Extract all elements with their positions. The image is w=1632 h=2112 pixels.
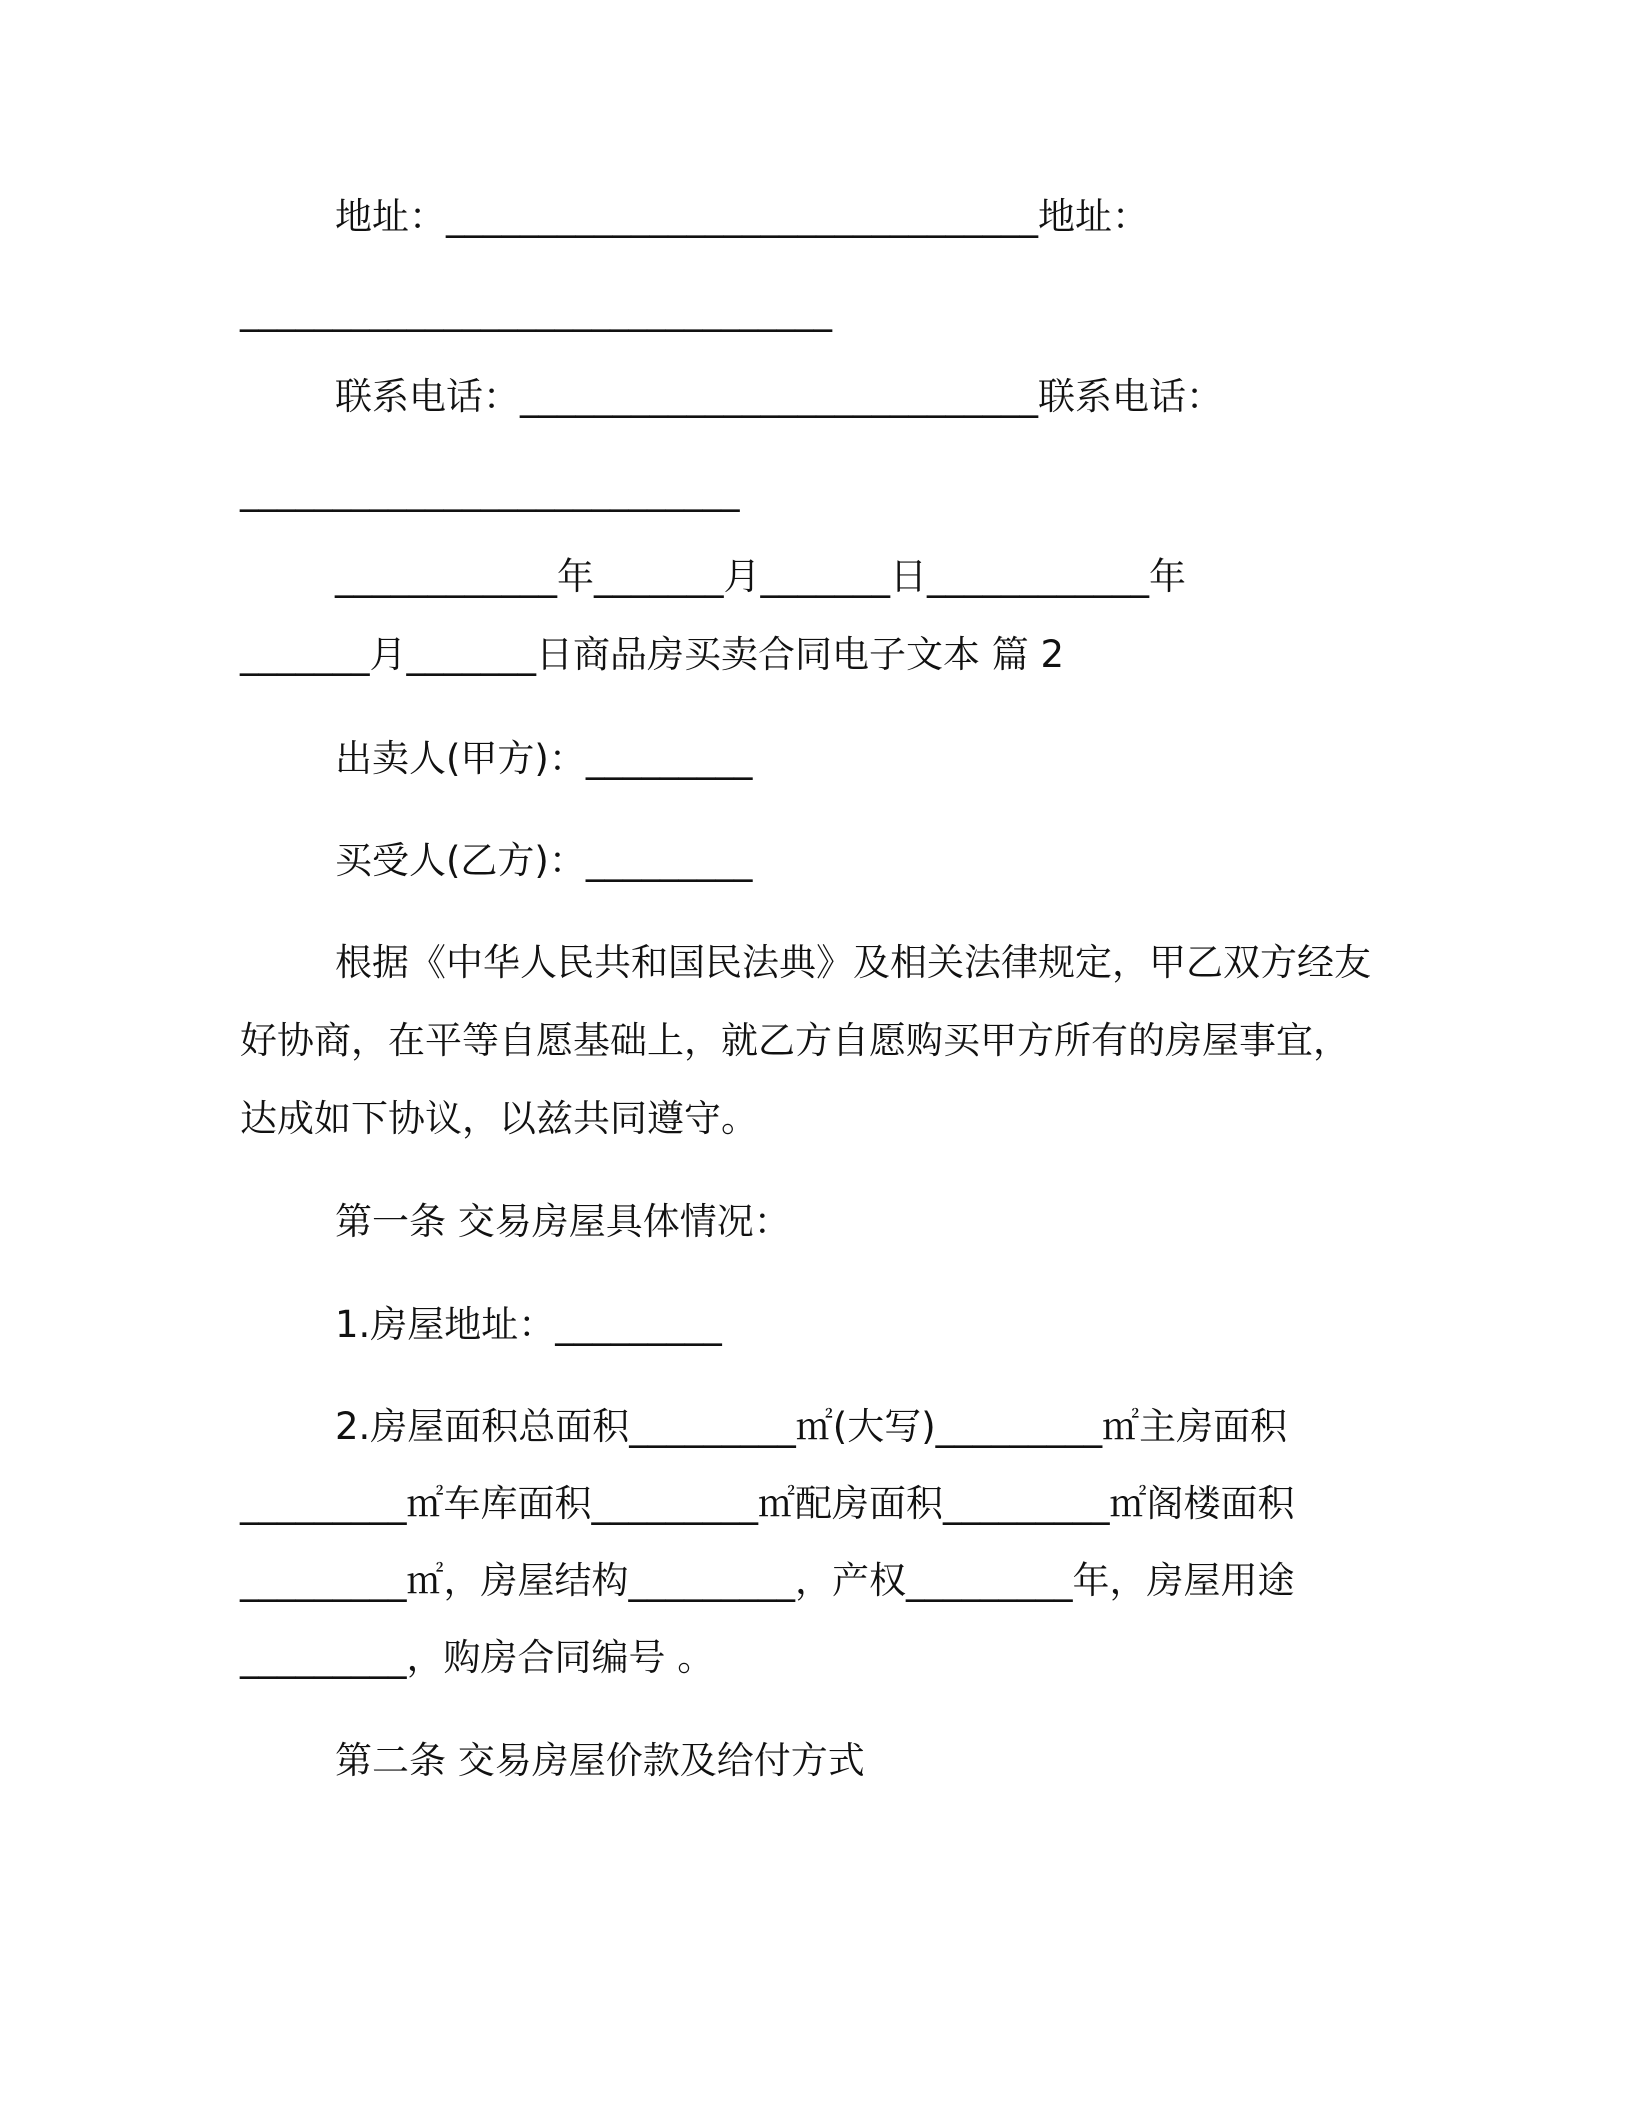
date-title-line: _______月_______日商品房买卖合同电子文本 篇 2 — [240, 633, 1065, 676]
phone-line: 联系电话：____________________________联系电话： — [335, 375, 1223, 418]
preamble-line-3: 达成如下协议，以兹共同遵守。 — [240, 1097, 758, 1140]
preamble-line-1: 根据《中华人民共和国民法典》及相关法律规定，甲乙双方经友 — [335, 941, 1371, 984]
seller-party-line: 出卖人(甲方)：_________ — [335, 737, 753, 780]
house-address-line: 1.房屋地址：_________ — [335, 1303, 722, 1346]
area-line-4: _________，购房合同编号 。 — [240, 1636, 715, 1679]
buyer-address-blank: ________________________________ — [240, 289, 832, 332]
area-line-1: 2.房屋面积总面积_________㎡(大写)_________㎡主房面积 — [335, 1405, 1288, 1448]
area-line-3: _________㎡，房屋结构_________，产权_________年，房屋用途 — [240, 1559, 1295, 1602]
buyer-party-line: 买受人(乙方)：_________ — [335, 839, 753, 882]
area-line-2: _________㎡车库面积_________㎡配房面积_________㎡阁楼面积 — [240, 1482, 1295, 1525]
date-line: ____________年_______月_______日____________年 — [335, 555, 1186, 598]
article-1-heading: 第一条 交易房屋具体情况： — [335, 1200, 791, 1243]
buyer-phone-blank: ___________________________ — [240, 469, 740, 512]
seller-address-line: 地址：________________________________地址： — [335, 195, 1149, 238]
article-2-heading: 第二条 交易房屋价款及给付方式 — [335, 1739, 865, 1782]
preamble-line-2: 好协商，在平等自愿基础上，就乙方自愿购买甲方所有的房屋事宜， — [240, 1019, 1350, 1062]
